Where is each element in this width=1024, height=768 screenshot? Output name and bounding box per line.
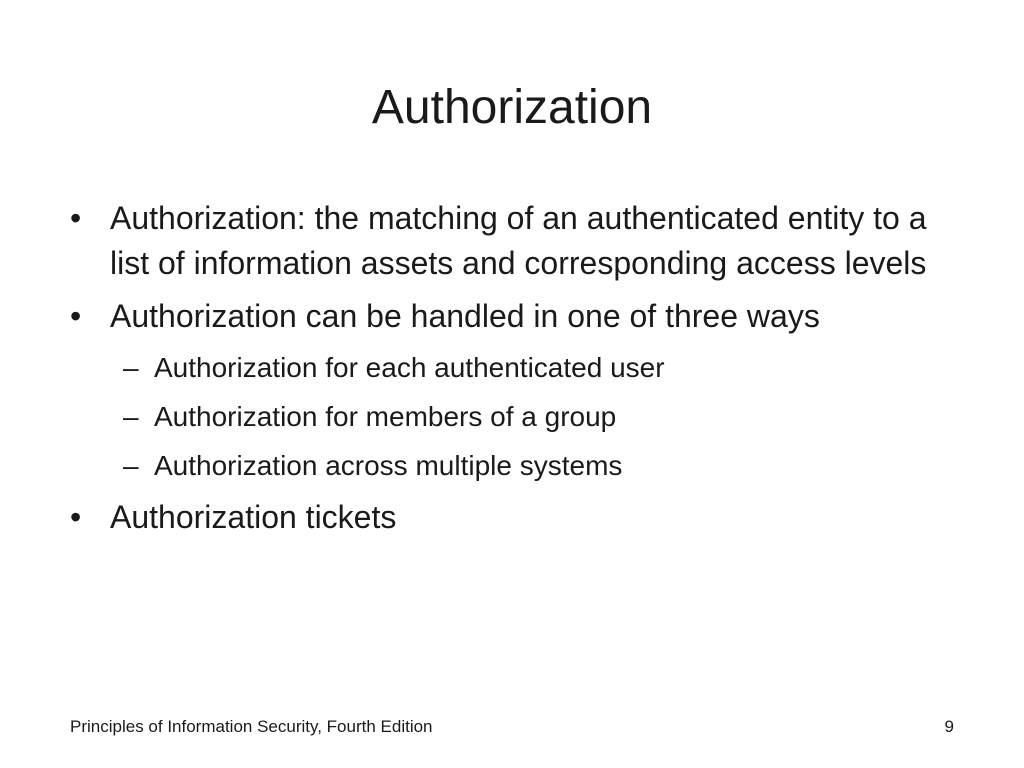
sub-bullet-item [70,397,960,437]
sub-bullet-text: Authorization across multiple systems [154,449,623,481]
sub-bullet-text: Authorization for each authenticated user [154,351,665,383]
bullet-item [70,294,960,339]
bullet-icon: • [70,298,82,334]
bullet-item [70,495,960,540]
dash-icon: – [123,351,139,383]
bullet-text: Authorization: the matching of an authenticated entity to a list of information assets and corresponding access levels [110,200,927,281]
sub-bullet-text: Authorization for members of a group [154,400,617,432]
footer-book-title: Principles of Information Security, Fourth Edition [70,717,433,736]
slide-content [70,196,960,548]
bullet-icon: • [70,200,82,236]
dash-icon: – [123,400,139,432]
page-number: 9 [944,717,954,736]
sub-bullet-item [70,446,960,486]
sub-bullet-item [70,348,960,388]
dash-icon: – [123,449,139,481]
slide-title: Authorization [371,81,653,134]
bullet-text: Authorization can be handled in one of three ways [110,298,820,334]
bullet-icon: • [70,498,82,535]
bullet-text: Authorization tickets [110,498,397,535]
bullet-item [70,196,960,285]
